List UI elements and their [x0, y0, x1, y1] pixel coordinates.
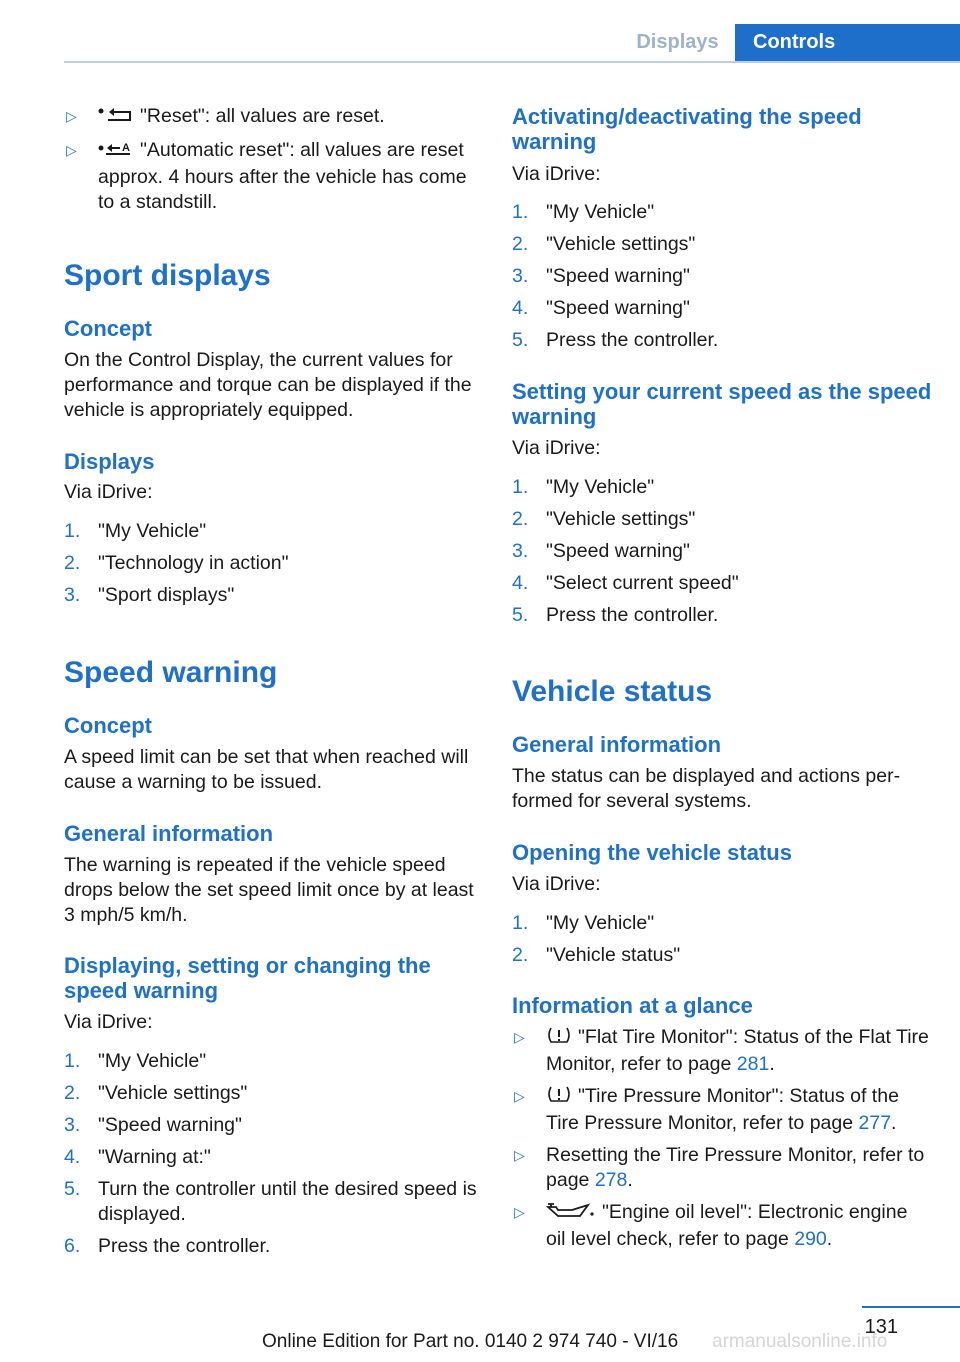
glance-item-flat-tire: ▷ "Flat Tire Monitor": Status of the Flat Tire Monitor, refer to page 281. — [514, 1026, 929, 1075]
page-link-290[interactable]: 290 — [794, 1228, 827, 1250]
reset-icon — [98, 106, 134, 131]
list-item: 5. Turn the controller until the desired speed is displayed. — [64, 1178, 477, 1225]
list-item: 5. Press the controller. — [512, 604, 719, 626]
speed-concept-heading: Concept — [64, 713, 152, 738]
header-rule — [64, 61, 960, 63]
sport-via-idrive: Via iDrive: — [64, 481, 153, 503]
open-status-heading: Opening the vehicle status — [512, 840, 792, 865]
page-link-278[interactable]: 278 — [594, 1169, 628, 1191]
edition-footer: Online Edition for Part no. 0140 2 974 740 - VI/16 — [262, 1331, 679, 1352]
list-item: 5. Press the controller. — [512, 329, 719, 351]
activate-via-idrive: Via iDrive: — [512, 163, 601, 185]
sport-concept-heading: Concept — [64, 316, 152, 341]
reset-bullets — [64, 104, 484, 222]
list-item: 4. "Speed warning" — [512, 297, 690, 319]
vehicle-status-heading: Vehicle status — [512, 675, 713, 708]
tire-warning-icon — [546, 1025, 572, 1052]
activate-steps-list — [512, 200, 932, 353]
speed-concept-text: A speed limit can be set that when reached will cause a warning to be issued. — [64, 746, 469, 793]
list-item: 2. "Vehicle settings" — [512, 508, 696, 530]
speed-general-heading: General information — [64, 821, 274, 846]
list-item: 1. "My Vehicle" — [512, 912, 655, 934]
watermark: armanualsonline.info — [712, 1331, 888, 1352]
bullet-reset-text: "Reset": all values are reset. — [140, 105, 385, 127]
glance-heading: Information at a glance — [512, 993, 753, 1018]
sport-displays-subheading: Displays — [64, 449, 155, 474]
speed-set-heading: Displaying, setting or changing the speed warning — [64, 953, 431, 1003]
current-steps-list — [512, 475, 932, 628]
speed-general-text: The warning is repeated if the vehicle speed drops below the set speed limit once by at least 3 mph/5 km/h. — [64, 854, 474, 926]
list-item: 2. "Vehicle settings" — [512, 233, 696, 255]
speed-warning-heading: Speed warning — [64, 656, 278, 689]
tire-warning-icon — [546, 1084, 572, 1111]
list-item: 4. "Warning at:" — [64, 1146, 211, 1168]
list-item: 2. "Vehicle settings" — [64, 1082, 248, 1104]
glance-item-reset-tpm: ▷ Resetting the Tire Pressure Monitor, refer to page 278. — [514, 1144, 925, 1191]
status-general-text: The status can be displayed and actions per-formed for several systems. — [512, 765, 901, 812]
bullet-reset — [64, 104, 484, 131]
list-item: 2. "Vehicle status" — [512, 944, 681, 966]
list-item: 4. "Select current speed" — [512, 572, 739, 594]
page-link-277[interactable]: 277 — [858, 1112, 892, 1134]
list-item: 1. "My Vehicle" — [64, 520, 207, 542]
page-number-rule — [862, 1306, 960, 1308]
bullet-triangle-icon: ▷ — [514, 1029, 525, 1045]
bullet-triangle-icon: ▷ — [514, 1088, 525, 1104]
open-via-idrive: Via iDrive: — [512, 873, 601, 895]
svg-text:A: A — [122, 142, 130, 154]
current-via-idrive: Via iDrive: — [512, 437, 601, 459]
bullet-triangle-icon: ▷ — [66, 108, 77, 124]
bullet-automatic-reset — [64, 138, 484, 215]
glance-item-tire-pressure: ▷ "Tire Pressure Monitor": Status of the Tire Pressure Monitor, refer to page 277. — [514, 1085, 899, 1134]
page-number: 131 — [864, 1316, 898, 1338]
header-section-label: Displays — [636, 31, 719, 53]
glance-list — [512, 1025, 932, 1252]
sport-displays-heading: Sport displays — [64, 259, 271, 292]
bullet-triangle-icon: ▷ — [514, 1204, 525, 1220]
header-chapter-tab: Controls — [735, 24, 960, 61]
bullet-automatic-reset-text: "Automatic reset": all values are reset approx. 4 hours after the vehicle has come to a standstill. — [98, 139, 467, 213]
page-link-281[interactable]: 281 — [736, 1053, 770, 1075]
sport-concept-text: On the Control Display, the current values for performance and torque can be displayed if the vehicle is appropriately equipped. — [64, 349, 472, 421]
bullet-triangle-icon: ▷ — [66, 142, 77, 158]
speed-steps-list — [64, 1049, 484, 1259]
current-speed-heading: Setting your current speed as the speed warning — [512, 379, 932, 429]
sport-steps-list — [64, 519, 484, 608]
list-item: 3. "Speed warning" — [512, 265, 690, 287]
bullet-triangle-icon: ▷ — [514, 1147, 525, 1163]
list-item: 3. "Sport displays" — [64, 584, 235, 606]
status-general-heading: General information — [512, 732, 722, 757]
list-item: 1. "My Vehicle" — [64, 1050, 207, 1072]
list-item: 6. Press the controller. — [64, 1235, 271, 1257]
open-steps-list — [512, 911, 932, 968]
oil-can-icon — [546, 1202, 596, 1227]
speed-via-idrive: Via iDrive: — [64, 1011, 153, 1033]
glance-item-engine-oil: ▷ "Engine oil level": Electronic engine oil level check, refer to page 290. — [514, 1201, 908, 1250]
automatic-reset-icon — [98, 140, 134, 165]
list-item: 1. "My Vehicle" — [512, 201, 655, 223]
list-item: 2. "Technology in action" — [64, 552, 289, 574]
list-item: 3. "Speed warning" — [64, 1114, 242, 1136]
list-item: 3. "Speed warning" — [512, 540, 690, 562]
list-item: 1. "My Vehicle" — [512, 476, 655, 498]
activate-speed-warning-heading: Activating/deactivating the speed warning — [512, 104, 862, 154]
